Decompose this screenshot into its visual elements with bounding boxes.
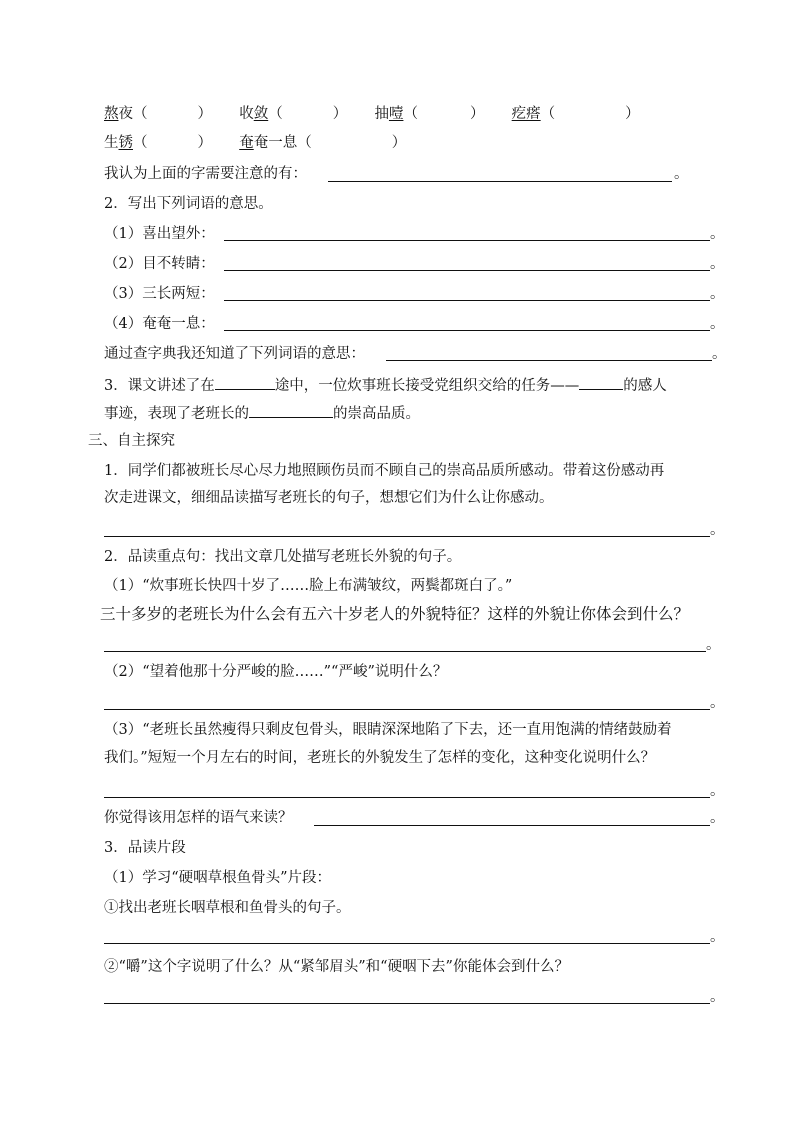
q3-blank-3[interactable] bbox=[249, 402, 333, 418]
period: 。 bbox=[710, 989, 725, 1005]
s3-q3-1a-answer-line[interactable] bbox=[104, 943, 710, 944]
s3-q3-1b-answer-line[interactable] bbox=[104, 1003, 710, 1004]
q2-item-2: （2）目不转睛： bbox=[104, 256, 215, 272]
q2-item-3-blank[interactable] bbox=[224, 300, 710, 301]
s3-q3-1: （1）学习“硬咽草根鱼骨头”片段： bbox=[104, 870, 332, 886]
note-line-label: 我认为上面的字需要注意的有： bbox=[104, 166, 307, 182]
period: 。 bbox=[710, 256, 725, 272]
s3-q3-1a: ①找出老班长咽草根和鱼骨头的句子。 bbox=[104, 900, 351, 916]
s3-q1-line-1: 1．同学们都被班长尽心尽力地照顾伤员而不顾自己的崇高品质所感动。带着这份感动再 bbox=[104, 463, 665, 479]
q2-item-4: （4）奄奄一息： bbox=[104, 316, 215, 332]
period: 。 bbox=[710, 286, 725, 302]
q3-line-1: 3．课文讲述了在 途中，一位炊事班长接受党组织交给的任务—— 的感人 bbox=[104, 374, 667, 396]
tone-answer-blank[interactable] bbox=[314, 825, 710, 826]
s3-q3-title: 3．品读片段 bbox=[104, 840, 186, 856]
s3-q2-2: （2）“望着他那十分严峻的脸……”“严峻”说明什么？ bbox=[104, 664, 448, 680]
period: 。 bbox=[710, 522, 725, 538]
section-3-heading: 三、自主探究 bbox=[88, 433, 175, 449]
s3-q2-1-answer-line[interactable] bbox=[104, 651, 706, 652]
q3-blank-1[interactable] bbox=[215, 374, 275, 390]
pinyin-item-yanyanyixi: 奄奄一息（ ） bbox=[239, 135, 407, 151]
q2-item-3: （3）三长两短： bbox=[104, 286, 215, 302]
q2-item-2-blank[interactable] bbox=[224, 270, 710, 271]
period: 。 bbox=[710, 929, 725, 945]
q2-item-1-blank[interactable] bbox=[224, 240, 710, 241]
s3-q2-2-answer-line[interactable] bbox=[104, 709, 710, 710]
period: 。 bbox=[710, 695, 725, 711]
pinyin-item-aoye: 熬夜（ ） bbox=[104, 106, 212, 122]
pinyin-item-shoulian: 收敛（ ） bbox=[239, 106, 348, 122]
s3-q2-1: （1）“炊事班长快四十岁了……脸上布满皱纹，两鬓都斑白了。” bbox=[104, 578, 513, 594]
q2-item-4-blank[interactable] bbox=[224, 330, 710, 331]
period: 。 bbox=[706, 637, 721, 653]
pinyin-row-1 bbox=[104, 104, 640, 124]
period: 。 bbox=[712, 346, 727, 362]
s3-q2-3-line-1: （3）“老班长虽然瘦得只剩皮包骨头，眼睛深深地陷了下去，还一直用饱满的情绪鼓励着 bbox=[104, 722, 672, 738]
s3-q2-1-question: 三十多岁的老班长为什么会有五六十岁老人的外貌特征？这样的外貌让你体会到什么？ bbox=[100, 605, 690, 623]
q2-title: 2．写出下列词语的意思。 bbox=[104, 196, 273, 212]
q2-item-1: （1）喜出望外： bbox=[104, 226, 215, 242]
period: 。 bbox=[710, 783, 725, 799]
period: 。 bbox=[710, 226, 725, 242]
q3-line-2: 事迹，表现了老班长的 的崇高品质。 bbox=[104, 402, 420, 424]
note-line-blank[interactable] bbox=[328, 181, 672, 182]
pinyin-item-shengxiu: 生锈（ ） bbox=[104, 135, 212, 151]
pinyin-item-chouye: 抽噎（ ） bbox=[374, 106, 485, 122]
s3-q2-title: 2．品读重点句：找出文章几处描写老班长外貌的句子。 bbox=[104, 549, 462, 565]
s3-q1-answer-line[interactable] bbox=[104, 536, 710, 537]
s3-q2-3-line-2: 我们。”短短一个月左右的时间，老班长的外貌发生了怎样的变化，这种变化说明什么？ bbox=[104, 750, 656, 766]
period: 。 bbox=[710, 810, 725, 826]
q2-extra: 通过查字典我还知道了下列词语的意思： bbox=[104, 346, 365, 362]
s3-q1-line-2: 次走进课文，细细品读描写老班长的句子，想想它们为什么让你感动。 bbox=[104, 490, 554, 506]
tone-question: 你觉得该用怎样的语气来读？ bbox=[104, 810, 293, 826]
pinyin-row-2 bbox=[104, 133, 406, 153]
q2-extra-blank[interactable] bbox=[386, 360, 712, 361]
q3-blank-2[interactable] bbox=[579, 374, 623, 390]
s3-q3-1b: ②“嚼”这个字说明了什么？从“紧邹眉头”和“硬咽下去”你能体会到什么？ bbox=[104, 959, 569, 975]
period: 。 bbox=[674, 166, 689, 182]
pinyin-item-geda: 疙瘩（ ） bbox=[511, 106, 640, 122]
period: 。 bbox=[710, 316, 725, 332]
s3-q2-3-answer-line[interactable] bbox=[104, 797, 710, 798]
